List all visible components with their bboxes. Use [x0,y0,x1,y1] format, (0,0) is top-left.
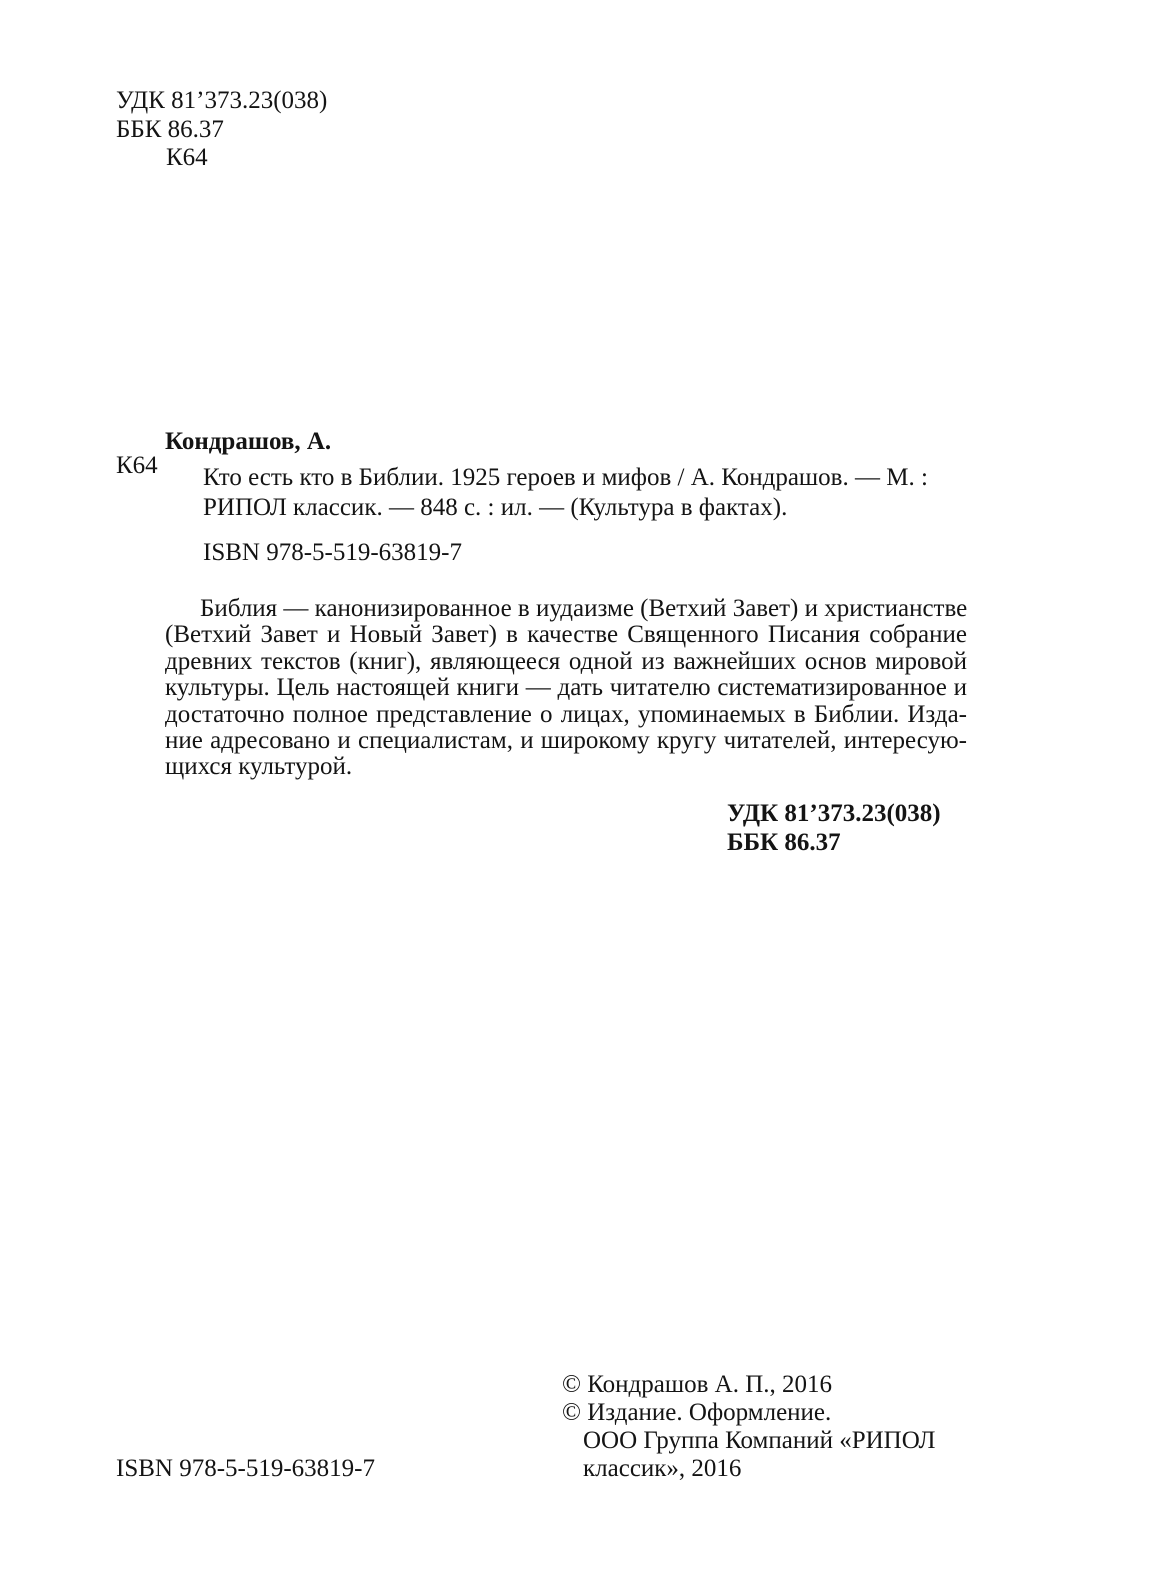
abstract-line: древних текстов (книг), являющееся одной из важнейших основ мировой [165,647,967,675]
record-isbn: ISBN 978-5-519-63819-7 [203,539,463,566]
header-udk: УДК 81’373.23(038) [116,87,328,114]
abstract-line: ние адресовано и специалистам, и широкому кругу читателей, интересую- [165,727,967,755]
record-title-block [203,463,964,523]
copyright-line: © Издание. Оформление. [562,1399,832,1426]
abstract-paragraph [165,596,967,781]
record-author-mark: К64 [116,452,158,479]
classification-bbk: ББК 86.37 [727,829,841,856]
record-title-line: РИПОЛ классик. — 848 с. : ил. — (Культура в фактах). [203,494,788,521]
header-bbk: ББК 86.37 [116,116,224,143]
abstract-line: (Ветхий Завет и Новый Завет) в качестве Священного Писания собрание [165,621,967,649]
record-title-line: Кто есть кто в Библии. 1925 героев и мифов / А. Кондрашов. — М. : [203,464,928,491]
abstract-line: Библия — канонизированное в иудаизме (Ветхий Завет) и христианстве [200,595,968,622]
abstract-line: щихся культурой. [165,753,353,781]
footer-isbn: ISBN 978-5-519-63819-7 [116,1455,376,1482]
abstract-line: достаточно полное представление о лицах, упоминаемых в Библии. Изда- [165,700,967,728]
record-author: Кондрашов, А. [165,428,332,455]
abstract-line: культуры. Цель настоящей книги — дать читателю систематизированное и [165,674,967,702]
copyright-line: ООО Группа Компаний «РИПОЛ [583,1427,936,1454]
copyright-line: классик», 2016 [583,1455,742,1482]
copyright-line: © Кондрашов А. П., 2016 [562,1371,833,1398]
classification-udk: УДК 81’373.23(038) [727,800,941,827]
header-author-mark: К64 [166,144,208,171]
